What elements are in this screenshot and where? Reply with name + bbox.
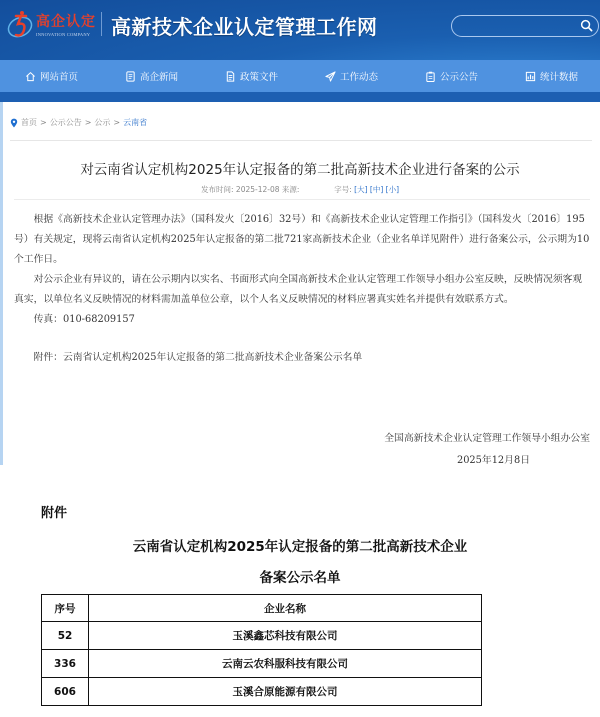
cell-name: 云南云农科服科技有限公司 bbox=[89, 650, 482, 678]
attachment-label: 附件 bbox=[41, 506, 68, 521]
font-size-small[interactable]: [小] bbox=[385, 185, 399, 194]
logo-divider bbox=[101, 12, 102, 36]
logo-subtext: INNOVATION COMPANY bbox=[36, 32, 91, 37]
cell-name: 玉溪合原能源有限公司 bbox=[89, 678, 482, 706]
nav-item-work[interactable] bbox=[325, 60, 378, 92]
signature-date: 2025年12月8日 bbox=[456, 455, 530, 466]
table-row bbox=[42, 678, 482, 706]
nav-bottom-band bbox=[0, 92, 600, 102]
nav-item-home[interactable] bbox=[25, 60, 78, 92]
article-meta bbox=[0, 184, 600, 195]
cell-name: 玉溪鑫芯科技有限公司 bbox=[89, 622, 482, 650]
site-title: 高新技术企业认定管理工作网 bbox=[111, 15, 378, 39]
font-size-large[interactable]: [大] bbox=[354, 185, 368, 194]
signature bbox=[330, 428, 590, 472]
logo-mark-icon bbox=[6, 8, 36, 42]
breadcrumb-announcements[interactable]: 公示公告 bbox=[49, 118, 82, 127]
font-size-medium[interactable]: [中] bbox=[369, 185, 384, 194]
search-input[interactable] bbox=[451, 15, 599, 37]
divider bbox=[10, 140, 592, 141]
table-row bbox=[42, 622, 482, 650]
site-header bbox=[0, 0, 600, 60]
published-date: 2025-12-08 bbox=[235, 185, 280, 194]
cell-index: 606 bbox=[42, 678, 89, 706]
col-header-name: 企业名称 bbox=[89, 595, 482, 622]
main-nav bbox=[0, 60, 600, 92]
table-row bbox=[42, 650, 482, 678]
source-label: 来源: bbox=[281, 185, 300, 194]
table-header-row bbox=[42, 595, 482, 622]
home-icon bbox=[25, 71, 36, 82]
breadcrumb-home[interactable]: 首页 bbox=[21, 118, 37, 127]
paragraph: 对公示企业有异议的，请在公示期内以实名、书面形式向全国高新技术企业认定管理工作领导小组办公室反映，反映情况须客观真实，以单位名义反映情况的材料需加盖单位公章，以个人名义反映情况的材料应署真实姓名并提供有效联系方式。 bbox=[14, 274, 583, 305]
logo-text: 高企认定 bbox=[36, 14, 96, 30]
nav-item-policy[interactable] bbox=[225, 60, 278, 92]
attachment-link[interactable]: 附件：云南省认定机构2025年认定报备的第二批高新技术企业备案公示名单 bbox=[33, 352, 363, 363]
site-logo[interactable] bbox=[6, 8, 98, 42]
paragraph: 根据《高新技术企业认定管理办法》（国科发火〔2016〕32号）和《高新技术企业认定管理工作指引》（国科发火〔2016〕195号）有关规定，现将云南省认定机构2025年认定报备的第二批721家高新技术企业（企业名单详见附件）进行备案公示，公示期为10个工作日。 bbox=[14, 214, 590, 265]
paper-plane-icon bbox=[325, 71, 336, 82]
attachment-subtitle: 备案公示名单 bbox=[259, 570, 341, 586]
document-icon bbox=[225, 71, 236, 82]
attachment-title: 云南省认定机构2025年认定报备的第二批高新技术企业 bbox=[132, 539, 468, 555]
cell-index: 52 bbox=[42, 622, 89, 650]
article-title: 对云南省认定机构2025年认定报备的第二批高新技术企业进行备案的公示 bbox=[80, 162, 520, 178]
enterprise-table bbox=[41, 594, 482, 706]
nav-label: 高企新闻 bbox=[140, 72, 179, 83]
breadcrumb bbox=[10, 117, 147, 128]
published-label: 发布时间: bbox=[201, 185, 234, 194]
cell-index: 336 bbox=[42, 650, 89, 678]
article-body bbox=[14, 210, 590, 368]
location-pin-icon bbox=[10, 118, 18, 128]
col-header-index: 序号 bbox=[42, 595, 89, 622]
news-icon bbox=[125, 71, 136, 82]
nav-item-announcements[interactable] bbox=[425, 60, 478, 92]
breadcrumb-notice[interactable]: 公示 bbox=[94, 118, 111, 127]
breadcrumb-separator: > bbox=[113, 118, 121, 127]
divider bbox=[14, 199, 590, 200]
nav-label: 公示公告 bbox=[440, 72, 479, 83]
nav-label: 政策文件 bbox=[240, 72, 279, 83]
nav-label: 统计数据 bbox=[540, 72, 579, 83]
signature-org: 全国高新技术企业认定管理工作领导小组办公室 bbox=[384, 433, 590, 444]
breadcrumb-separator: > bbox=[84, 118, 92, 127]
breadcrumb-yunnan[interactable]: 云南省 bbox=[123, 118, 148, 127]
nav-label: 工作动态 bbox=[340, 72, 379, 83]
font-size-label: 字号: bbox=[334, 185, 352, 194]
breadcrumb-separator: > bbox=[40, 118, 47, 127]
nav-item-statistics[interactable] bbox=[525, 60, 578, 92]
nav-item-news[interactable] bbox=[125, 60, 178, 92]
clipboard-icon bbox=[425, 71, 436, 82]
chart-icon bbox=[525, 71, 536, 82]
search-icon[interactable] bbox=[580, 19, 593, 32]
fax-line: 传真：010-68209157 bbox=[33, 314, 135, 325]
nav-label: 网站首页 bbox=[40, 72, 79, 83]
